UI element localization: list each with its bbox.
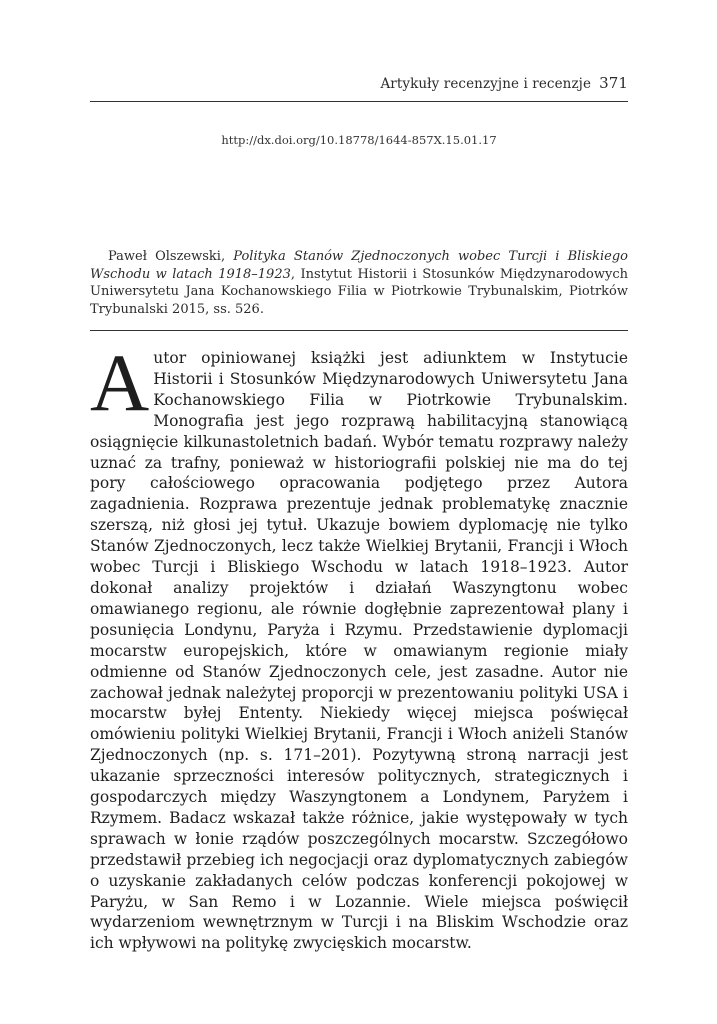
doi-link[interactable]: http://dx.doi.org/10.18778/1644-857X.15.01.17: [221, 133, 497, 147]
drop-cap: A: [90, 337, 150, 428]
citation-rule: [90, 330, 628, 331]
page-number: 371: [599, 74, 628, 92]
running-header: [90, 74, 628, 96]
article-body: [90, 337, 628, 954]
book-citation: [90, 248, 628, 318]
section-title: Artykuły recenzyjne i recenzje: [380, 76, 592, 92]
article-text: utor opiniowanej książki jest adiunktem w Instytucie Historii i Stosunków Międzynarodowych Uniwersytetu Jana Kochanowskiego Filia w Piotrkowie Trybunalskim. Monografia jest jego rozprawą habilitacyjną stanowiącą osiągnięcie kilkunastoletnich badań. Wybór tematu rozprawy należy uznać za trafny, ponieważ w historiografii polskiej nie ma do tej pory całościowego opracowania podjętego przez Autora zagadnienia. Rozprawa prezentuje jednak problematykę znacznie szerszą, niż głosi jej tytuł. Ukazuje bowiem dyplomację nie tylko Stanów Zjednoczonych, lecz także Wielkiej Brytanii, Francji i Włoch wobec Turcji i Bliskiego Wschodu w latach 1918–1923. Autor dokonał analizy projektów i działań Waszyngtonu wobec omawianego regionu, ale równie dogłębnie zaprezentował plany i posunięcia Londynu, Paryża i Rzymu. Przedstawienie dyplomacji mocarstw europejskich, które w omawianym regionie miały odmienne od Stanów Zjednoczonych cele, jest zasadne. Autor nie zachował jednak należytej proporcji w prezentowaniu polityki USA i mocarstw byłej Ententy. Niekiedy więcej miejsca poświęcał omówieniu polityki Wielkiej Brytanii, Francji i Włoch aniżeli Stanów Zjednoczonych (np. s. 171–201). Pozytywną stroną narracji jest ukazanie sprzeczności interesów politycznych, strategicznych i gospodarczych między Waszyngtonem a Londynem, Paryżem i Rzymem. Badacz wskazał także różnice, jakie występowały w tych sprawach w łonie rządów poszczególnych mocarstw. Szczegółowo przedstawił przebieg ich negocjacji oraz dyplomatycznych zabiegów o uzyskanie zakładanych celów podczas konferencji pokojowej w Paryżu, w San Remo i w Lozannie. Wiele miejsca poświęcił wydarzeniom wewnętrznym w Turcji i na Bliskim Wschodzie oraz ich wpływowi na politykę zwycięskich mocarstw.: [90, 349, 628, 953]
citation-author: Paweł Olszewski,: [108, 249, 226, 264]
header-rule: [90, 101, 628, 102]
citation-publisher: , Instytut Historii i Stosunków Międzynarodowych Uniwersytetu Jana Kochanowskiego Filia w Piotrkowie Trybunalskim, Piotrków Trybunalski 2015, ss. 526.: [90, 266, 629, 317]
citation-title: Polityka Stanów Zjednoczonych wobec Turcji i Bliskiego Wschodu w latach 1918–1923: [90, 249, 628, 282]
